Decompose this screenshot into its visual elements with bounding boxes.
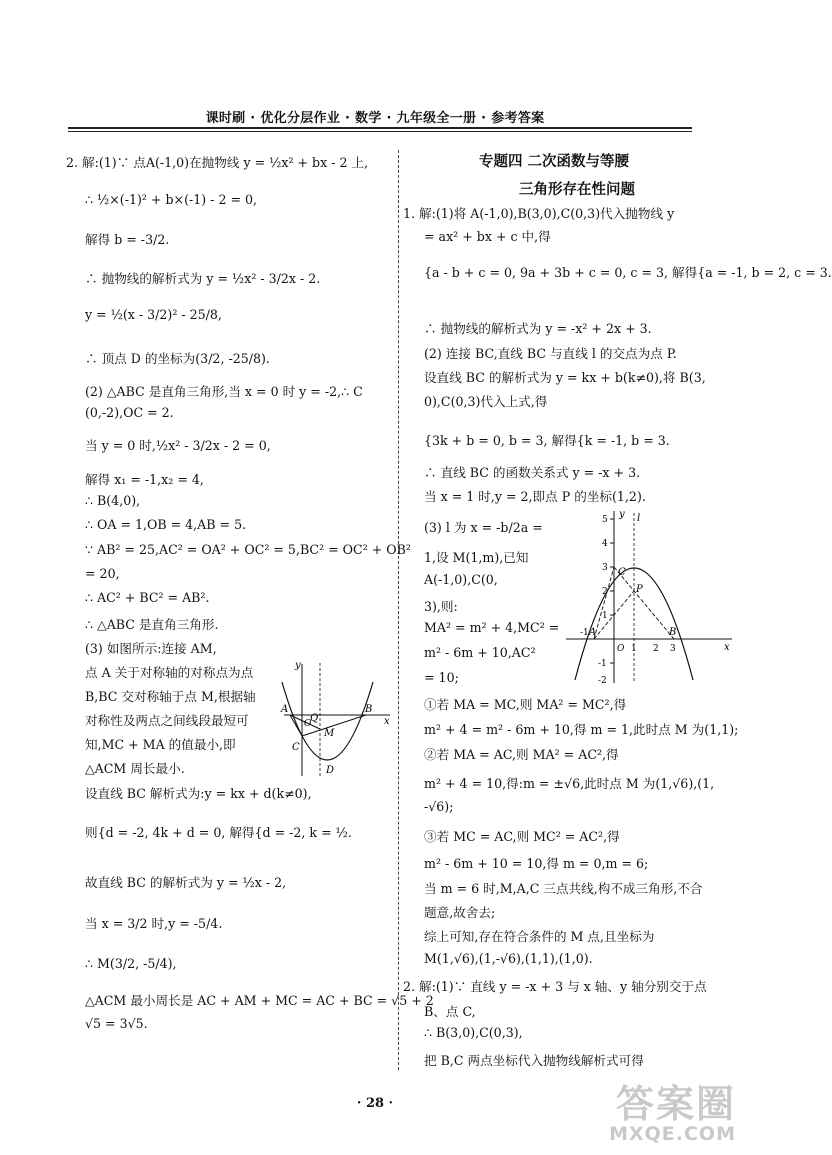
right-line: ②若 MA = AC,则 MA² = AC²,得 [424, 747, 619, 762]
label-q: Q [310, 713, 319, 724]
segment-ac [594, 567, 614, 639]
right-line: ①若 MA = MC,则 MA² = MC²,得 [424, 697, 627, 712]
tick-label-x3: 3 [670, 644, 676, 654]
right-line: m² - 6m + 10,AC² [424, 645, 536, 660]
left-parabola-figure [280, 658, 395, 780]
right-line: m² + 4 = 10,得:m = ±√6,此时点 M 为(1,√6),(1, [424, 776, 715, 791]
watermark-url: MXQE.COM [609, 1123, 736, 1145]
label-y: y [295, 660, 301, 671]
left-line: 2. 解:(1)∵ 点A(-1,0)在抛物线 y = ½x² + bx - 2 上, [66, 155, 369, 170]
left-line: ∴ B(4,0), [85, 493, 141, 508]
label-b: B [365, 704, 373, 715]
left-line: ∴ 抛物线的解析式为 y = ½x² - 3/2x - 2. [85, 271, 321, 286]
left-line: △ACM 周长最小. [85, 761, 185, 776]
right-line: ∴ 抛物线的解析式为 y = -x² + 2x + 3. [424, 321, 652, 336]
right-line: ∴ B(3,0),C(0,3), [424, 1025, 523, 1040]
label-a: A [589, 627, 597, 638]
right-line: B、点 C, [424, 1004, 476, 1019]
right-line: = 10; [424, 670, 459, 685]
left-line: 点 A 关于对称轴的对称点为点 [85, 665, 254, 680]
label-x: x [384, 716, 390, 727]
right-line: 设直线 BC 的解析式为 y = kx + b(k≠0),将 B(3, [424, 370, 706, 385]
left-line: 设直线 BC 解析式为:y = kx + d(k≠0), [85, 786, 312, 801]
topic-title-line1: 专题四 二次函数与等腰 [479, 154, 630, 170]
right-line: {a - b + c = 0, 9a + 3b + c = 0, c = 3, 解得{a = -1, b = 2, c = 3. [424, 265, 832, 280]
tick-label-y-neg2: -2 [598, 676, 607, 686]
tick-label-y5: 5 [602, 515, 608, 525]
column-divider [398, 150, 399, 1070]
topic-title-line2: 三角形存在性问题 [519, 182, 635, 198]
left-line: 对称性及两点之间线段最短可 [85, 713, 249, 728]
right-line: ∴ 直线 BC 的函数关系式 y = -x + 3. [424, 465, 641, 480]
label-y: y [619, 509, 625, 520]
right-line: m² - 6m + 10 = 10,得 m = 0,m = 6; [424, 856, 649, 871]
header-rule-thick [68, 127, 692, 129]
right-parabola-figure [562, 505, 742, 685]
left-line: ∴ 顶点 D 的坐标为(3/2, -25/8). [85, 351, 270, 366]
left-line: 解得 x₁ = -1,x₂ = 4, [85, 472, 204, 487]
right-line: M(1,√6),(1,-√6),(1,1),(1,0). [424, 951, 593, 966]
right-line: MA² = m² + 4,MC² = [424, 620, 560, 635]
label-a: A [281, 704, 289, 715]
right-line: 把 B,C 两点坐标代入抛物线解析式可得 [424, 1053, 644, 1068]
left-line: ∴ △ABC 是直角三角形. [85, 617, 219, 632]
watermark-text: 答案圈 [615, 1082, 736, 1126]
left-line: ∴ OA = 1,OB = 4,AB = 5. [85, 517, 247, 532]
label-c: C [618, 567, 626, 578]
left-line: ∴ AC² + BC² = AB². [85, 590, 210, 605]
label-b: B [669, 627, 677, 638]
right-line: -√6); [424, 799, 454, 814]
right-line: 2. 解:(1)∵ 直线 y = -x + 3 与 x 轴、y 轴分别交于点 [403, 979, 707, 994]
label-p: P [636, 584, 643, 595]
label-x: x [724, 642, 730, 653]
left-line: (0,-2),OC = 2. [85, 405, 174, 420]
right-line: 0),C(0,3)代入上式,得 [424, 394, 548, 409]
page-number: · 28 · [356, 1096, 394, 1111]
left-line: 当 x = 3/2 时,y = -5/4. [85, 916, 223, 931]
label-o: O [304, 719, 312, 729]
label-m: M [324, 728, 335, 739]
right-line: m² + 4 = m² - 6m + 10,得 m = 1,此时点 M 为(1,1); [424, 722, 739, 737]
left-line: (3) 如图所示:连接 AM, [85, 641, 217, 656]
watermark-logo [609, 1082, 736, 1145]
tick-label-x2: 2 [653, 644, 659, 654]
left-line: ∴ ½×(-1)² + b×(-1) - 2 = 0, [85, 192, 258, 207]
right-line: 1. 解:(1)将 A(-1,0),B(3,0),C(0,3)代入抛物线 y [403, 206, 675, 221]
label-o: O [617, 644, 625, 654]
right-line: ③若 MC = AC,则 MC² = AC²,得 [424, 829, 620, 844]
left-line: 故直线 BC 的解析式为 y = ½x - 2, [85, 875, 287, 890]
left-line: 则{d = -2, 4k + d = 0, 解得{d = -2, k = ½. [85, 825, 352, 840]
left-line: △ACM 最小周长是 AC + AM + MC = AC + BC = √5 + 2 [85, 993, 434, 1008]
right-line: 3),则: [424, 599, 458, 614]
tick-label-y-neg1: -1 [598, 659, 607, 669]
right-line: 题意,故舍去; [424, 905, 496, 920]
header-rule-thin [68, 131, 692, 132]
running-header: 课时刷 · 优化分层作业 · 数学 · 九年级全一册 · 参考答案 [205, 111, 545, 126]
left-line: 解得 b = -3/2. [85, 232, 170, 247]
tick-label-y1: 1 [602, 611, 608, 621]
label-d: D [326, 765, 335, 776]
right-line: A(-1,0),C(0, [424, 572, 498, 587]
left-line: (2) △ABC 是直角三角形,当 x = 0 时 y = -2,∴ C [85, 384, 363, 399]
tick-label-y4: 4 [602, 539, 608, 549]
left-line: 当 y = 0 时,½x² - 3/2x - 2 = 0, [85, 438, 271, 453]
right-line: 当 x = 1 时,y = 2,即点 P 的坐标(1,2). [424, 489, 646, 504]
left-line: √5 = 3√5. [85, 1016, 148, 1031]
label-c: C [292, 742, 300, 753]
tick-label-y3: 3 [602, 563, 608, 573]
right-line: {3k + b = 0, b = 3, 解得{k = -1, b = 3. [424, 433, 670, 448]
left-line: B,BC 交对称轴于点 M,根据轴 [85, 689, 256, 704]
right-line: 综上可知,存在符合条件的 M 点,且坐标为 [424, 929, 655, 944]
right-line: (2) 连接 BC,直线 BC 与直线 l 的交点为点 P. [424, 346, 677, 361]
right-line: = ax² + bx + c 中,得 [424, 229, 551, 244]
right-line: (3) l 为 x = -b/2a = [424, 520, 543, 535]
left-line: = 20, [85, 566, 120, 581]
tick-label-y2: 2 [602, 587, 608, 597]
left-line: y = ½(x - 3/2)² - 25/8, [85, 307, 222, 322]
left-line: 知,MC + MA 的值最小,即 [85, 737, 236, 752]
right-line: 1,设 M(1,m),已知 [424, 550, 529, 565]
tick-label-x-neg1: -1 [580, 628, 589, 638]
left-line: ∴ M(3/2, -5/4), [85, 956, 177, 971]
right-line: 当 m = 6 时,M,A,C 三点共线,构不成三角形,不合 [424, 881, 703, 896]
left-line: ∵ AB² = 25,AC² = OA² + OC² = 5,BC² = OC² + OB² [85, 542, 411, 557]
label-l: l [637, 513, 641, 524]
tick-label-x1: 1 [631, 644, 637, 654]
